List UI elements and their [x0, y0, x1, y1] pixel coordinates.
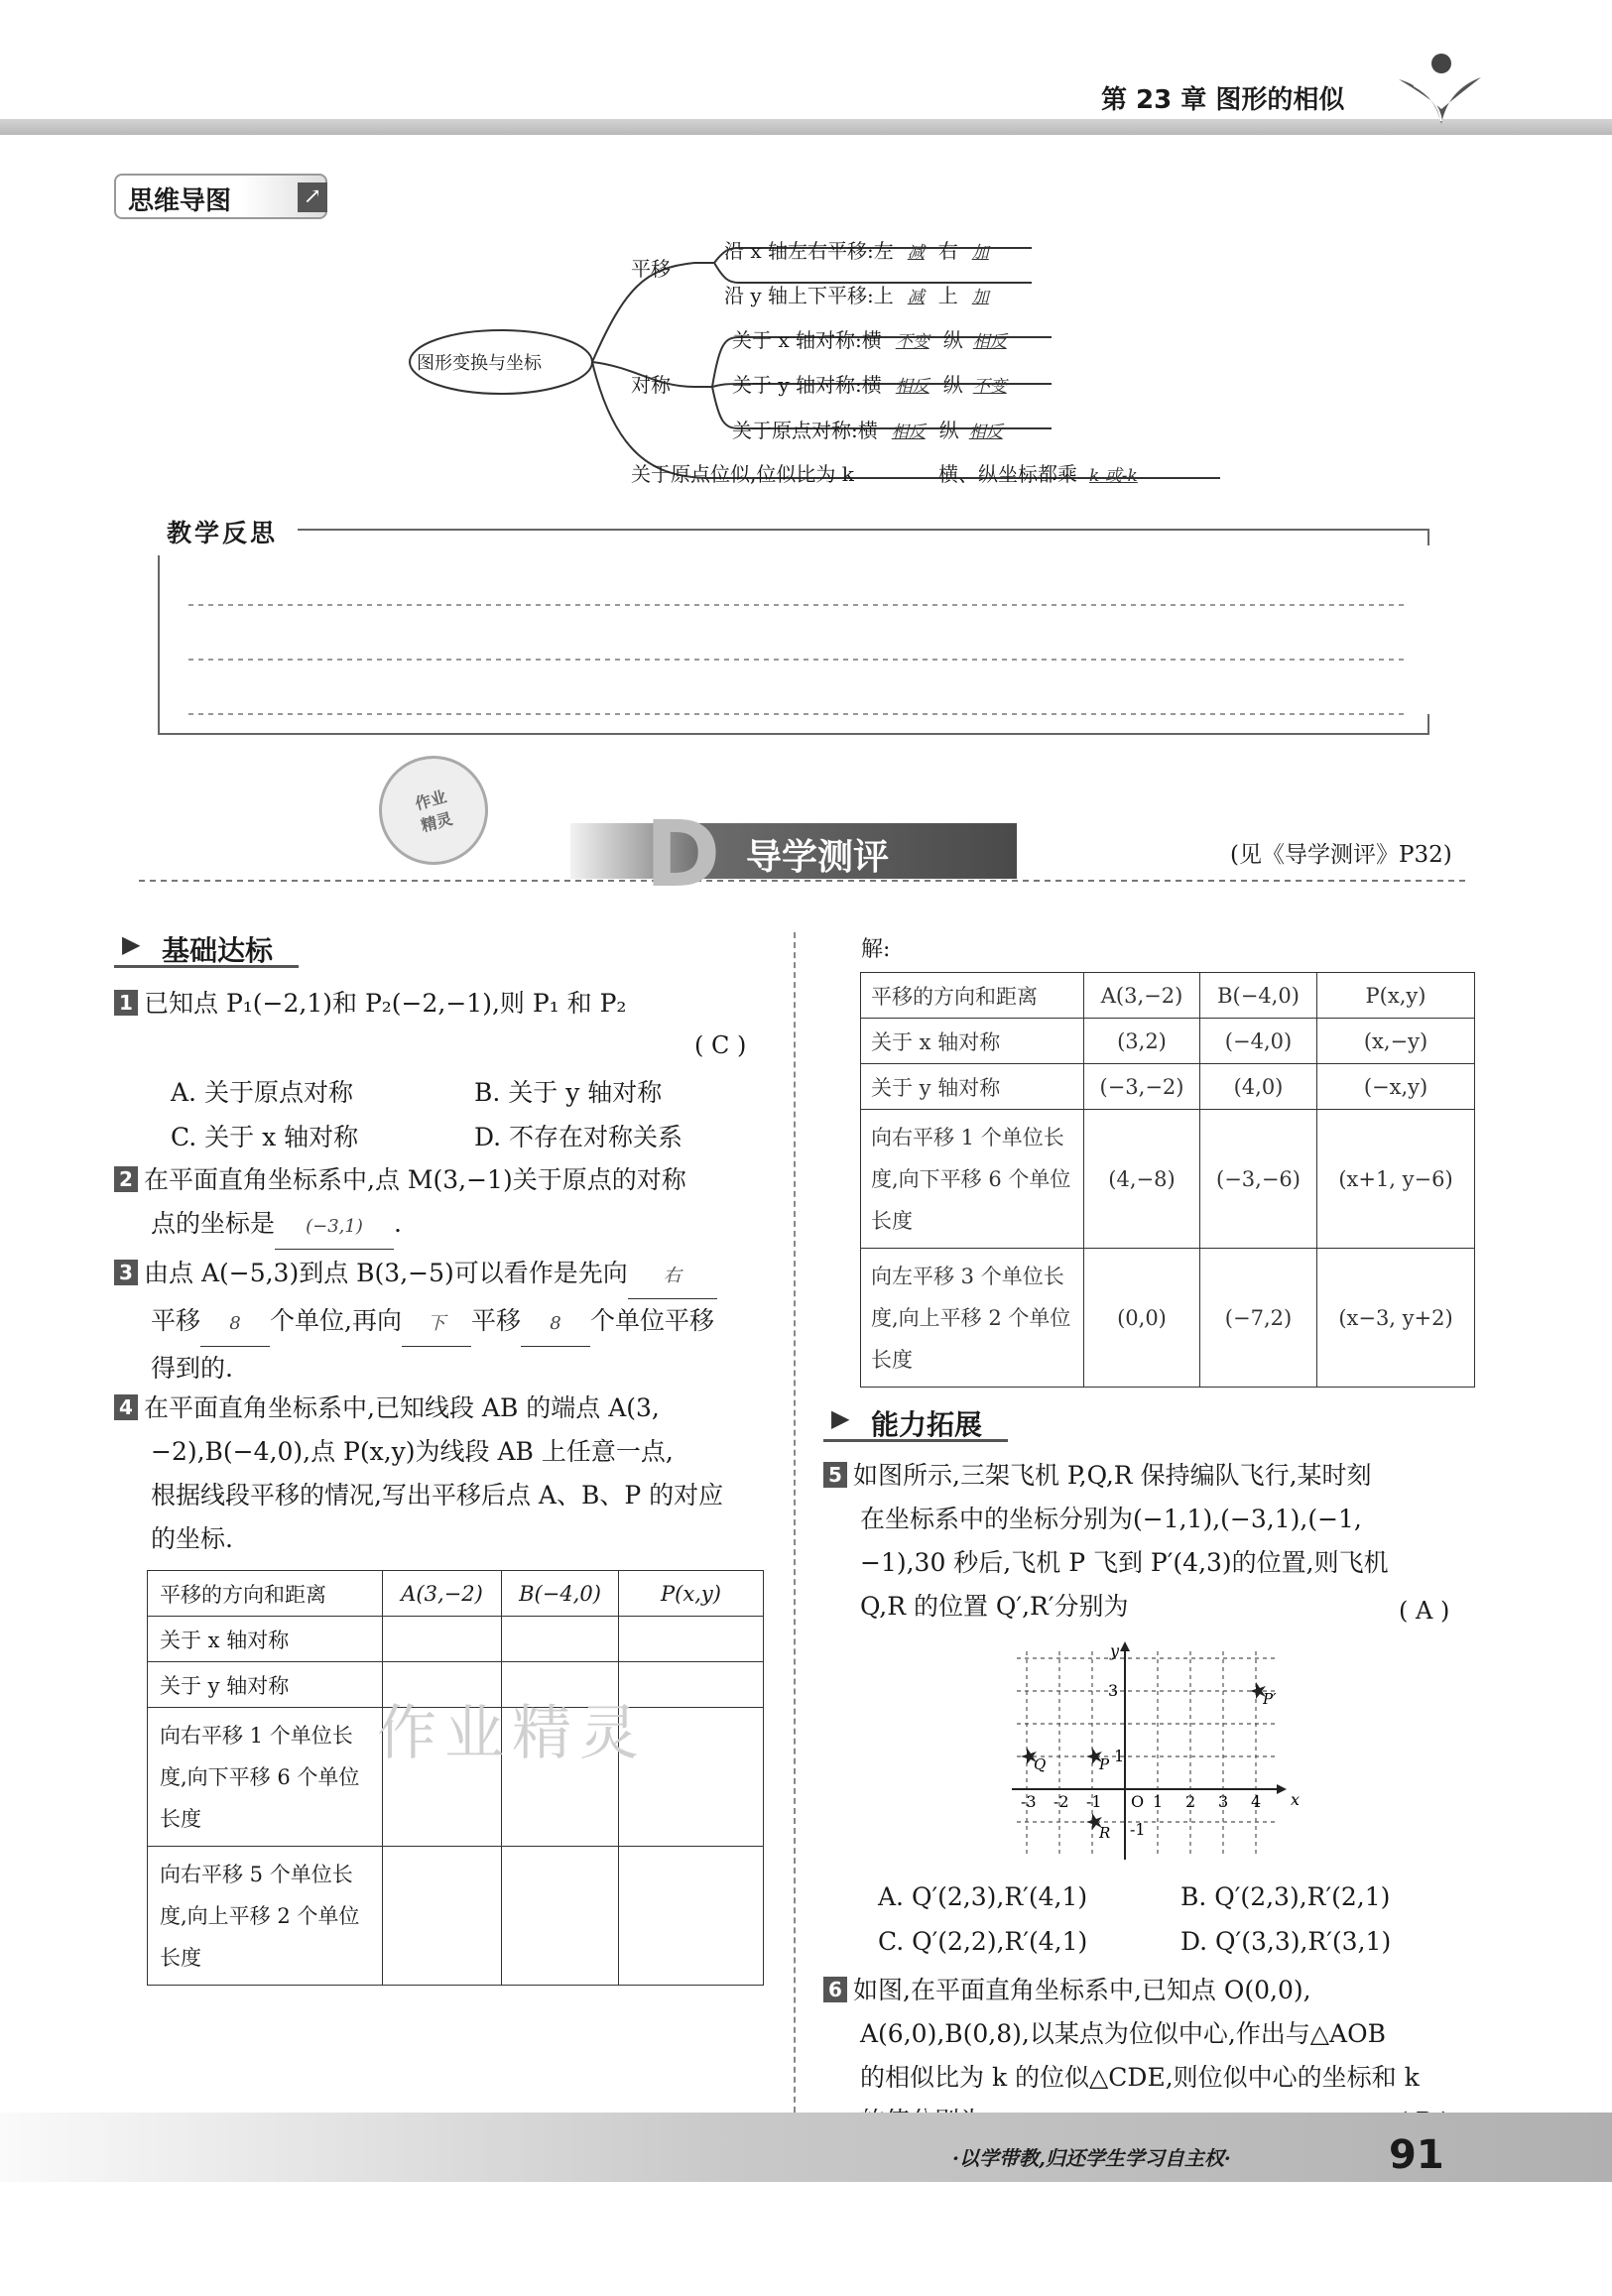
q5-option-b: B. Q′(2,3),R′(2,1)	[1180, 1882, 1391, 1911]
mindmap-tab: 思维导图	[114, 174, 327, 219]
q1-answer: ( C )	[694, 1031, 747, 1059]
footer-slogan: ·以学带教,归还学生学习自主权·	[952, 2146, 1231, 2170]
section-letter: D	[645, 801, 721, 907]
extension-section-title: ▶ 能力拓展	[823, 1400, 1008, 1442]
x-tick: 4	[1251, 1792, 1262, 1811]
mindmap-row-tx: 沿 x 轴左右平移:左 减 右 加	[724, 239, 989, 263]
x-tick: 1	[1153, 1792, 1164, 1811]
x-tick: -3	[1021, 1792, 1037, 1811]
branch-symmetry: 对称	[631, 373, 671, 397]
x-tick: -2	[1054, 1792, 1069, 1811]
question-6: 6 如图,在平面直角坐标系中,已知点 O(0,0), A(6,0),B(0,8),以某点为位似中心,作出与△AOB 的相似比为 k 的位似△CDE,则位似中心的坐标和 k	[823, 1969, 1488, 2143]
chapter-title: 第 23 章 图形的相似	[1101, 85, 1345, 115]
mindmap-row-ty: 沿 y 轴上下平移:上 减 上 加	[724, 284, 989, 307]
column-divider	[794, 932, 796, 2122]
q1-option-b: B. 关于 y 轴对称	[474, 1078, 663, 1107]
translation-table-solution: 平移的方向和距离 A(3,−2) B(−4,0) P(x,y) 关于 x 轴对称 (3,2) (−4,0) (x,−y) 关于 y 轴对称 (−3,−2) (4,0) (−x,y) 向右平移 1 个单位长度,向下平移 6 个单位长度 (4,−8) (−3,−6) (x+1, y−6) 向左平移 3 个单位长度,向上平移 2 个单位长度 (0,0) (−7,2) (x−3, y+2)	[860, 972, 1475, 1388]
q1-option-a: A. 关于原点对称	[171, 1078, 353, 1107]
homework-stamp: 作业 精灵	[367, 744, 501, 878]
y-tick: -1	[1130, 1820, 1146, 1839]
branch-similarity: 关于原点位似,位似比为 k	[631, 462, 854, 486]
reflection-title: 教学反思	[167, 519, 279, 547]
x-tick: -1	[1086, 1792, 1102, 1811]
y-tick: 3	[1108, 1681, 1119, 1700]
q5-option-c: C. Q′(2,2),R′(4,1)	[878, 1927, 1088, 1956]
x-axis-label: x	[1291, 1790, 1301, 1809]
question-3: 3 由点 A(−5,3)到点 B(3,−5)可以看作是先向 右 平移 8 个单位,再向 下 平移 8 个单位平移 得到的.	[114, 1252, 789, 1390]
mindmap-row-sim: 横、纵坐标都乘 k 或-k	[938, 462, 1138, 486]
plane-p-prime-label: P′	[1263, 1690, 1277, 1708]
question-2: 2 在平面直角坐标系中,点 M(3,−1)关于原点的对称 点的坐标是 (−3,1) .	[114, 1158, 789, 1250]
page-number: 91	[1389, 2132, 1444, 2178]
plane-p-label: P	[1099, 1755, 1110, 1773]
translation-table-blank: 平移的方向和距离 A(3,−2) B(−4,0) P(x,y) 关于 x 轴对称 关于 y 轴对称 向右平移 1 个单位长度,向下平移 6 个单位长度 向右平移 5 个单位长度,向上平移 2 个单位长度	[147, 1570, 764, 1986]
reflection-box	[149, 516, 1438, 744]
mindmap-center: 图形变换与坐标	[417, 353, 542, 374]
watermark: 作业精灵	[377, 1699, 647, 1768]
y-axis-label: y	[1110, 1641, 1120, 1660]
x-tick: 3	[1218, 1792, 1229, 1811]
plane-q-label: Q	[1034, 1755, 1047, 1773]
q5-option-a: A. Q′(2,3),R′(4,1)	[878, 1882, 1088, 1911]
basic-section-title: ▶ 基础达标	[114, 926, 299, 968]
mindmap-row-sx: 关于 x 轴对称:横 不变 纵 相反	[732, 328, 1007, 352]
mindmap-row-so: 关于原点对称:横 相反 纵 相反	[732, 419, 1003, 442]
header-bar	[0, 119, 1612, 135]
q1-option-d: D. 不存在对称关系	[474, 1123, 683, 1151]
y-tick: 1	[1114, 1747, 1125, 1765]
question-4: 4 在平面直角坐标系中,已知线段 AB 的端点 A(3, −2),B(−4,0),点 P(x,y)为线段 AB 上任意一点, 根据线段平移的情况,写出平移后点 A、B、P 的对应 的坐标.	[114, 1387, 789, 1561]
section-title: 导学测评	[746, 837, 890, 878]
section-reference: (见《导学测评》P32)	[1230, 842, 1452, 868]
q5-answer: ( A )	[1399, 1597, 1450, 1625]
q5-option-d: D. Q′(3,3),R′(3,1)	[1180, 1927, 1392, 1956]
question-1: 1 已知点 P₁(−2,1)和 P₂(−2,−1),则 P₁ 和 P₂	[114, 982, 769, 1026]
logo-icon	[1394, 50, 1483, 129]
footer-band	[0, 2113, 1612, 2182]
question-5: 5 如图所示,三架飞机 P,Q,R 保持编队飞行,某时刻 在坐标系中的坐标分别为(−1,1),(−3,1),(−1, −1),30 秒后,飞机 P 飞到 P′(4,3)的位置,则飞机 Q,R 的位置 Q′,R′分别为	[823, 1454, 1488, 1629]
q1-option-c: C. 关于 x 轴对称	[171, 1123, 359, 1151]
plane-r-label: R	[1099, 1824, 1111, 1842]
solution-label: 解:	[861, 937, 891, 962]
origin-label: O	[1131, 1792, 1145, 1811]
branch-translation: 平移	[631, 257, 671, 281]
x-tick: 2	[1185, 1792, 1196, 1811]
mindmap-row-sy: 关于 y 轴对称:横 相反 纵 不变	[732, 373, 1007, 397]
arrow-icon: ↗	[298, 182, 327, 212]
coordinate-graph	[997, 1636, 1304, 1865]
